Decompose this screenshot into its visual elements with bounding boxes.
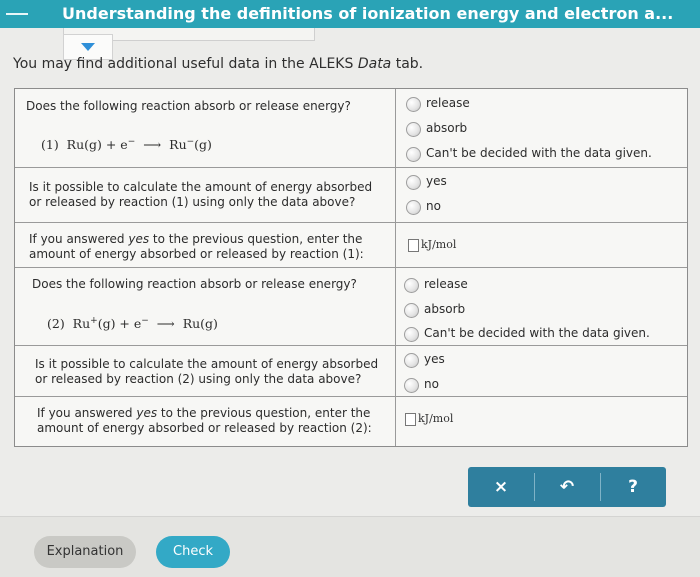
explanation-button[interactable]: Explanation (34, 536, 136, 568)
unit-label: kJ/mol (418, 412, 454, 425)
reaction-number: (1) (41, 137, 59, 153)
question-line: If you answered (29, 232, 129, 246)
question-2-text (29, 180, 372, 210)
radio-absorb-2[interactable] (404, 303, 419, 318)
unit-label: kJ/mol (421, 238, 457, 251)
radio-yes-1[interactable] (406, 175, 421, 190)
note-text: You may find additional useful data in the ALEKS (13, 56, 358, 72)
undo-icon[interactable]: ↶ (559, 477, 575, 497)
question-emphasis: yes (136, 406, 158, 420)
row-divider (15, 167, 687, 168)
radio-undecided-1[interactable] (406, 147, 421, 162)
radio-release-1[interactable] (406, 97, 421, 112)
row-divider (15, 345, 687, 346)
question-line: to the previous question, enter the (157, 406, 371, 420)
row-divider (15, 222, 687, 223)
option-label: yes (426, 174, 447, 188)
option-label: absorb (426, 121, 468, 135)
title-bar (0, 0, 700, 28)
reaction-lhs-tail: (g) + e (97, 316, 142, 332)
reaction-1-equation (41, 137, 212, 152)
note-emphasis: Data (357, 56, 392, 72)
question-line: If you answered (37, 406, 137, 420)
radio-release-2[interactable] (404, 278, 419, 293)
energy-input-2[interactable] (405, 413, 416, 426)
energy-input-1[interactable] (408, 239, 419, 252)
question-line: to the previous question, enter the (149, 232, 363, 246)
charge-sup: + (90, 316, 98, 326)
radio-absorb-1[interactable] (406, 122, 421, 137)
chevron-down-icon (81, 43, 95, 51)
reaction-rhs: Ru(g) (182, 316, 218, 332)
menu-dash-icon[interactable] (6, 13, 28, 15)
question-line: Is it possible to calculate the amount of energy absorbed (35, 357, 379, 371)
reaction-lhs: Ru(g) + e (66, 137, 128, 153)
option-label: yes (424, 352, 445, 366)
question-panel (14, 88, 688, 447)
option-label: Can't be decided with the data given. (426, 146, 652, 160)
reaction-lhs: Ru (72, 316, 91, 332)
reaction-state: (g) (194, 137, 212, 153)
option-label: no (424, 377, 439, 391)
row-divider (15, 267, 687, 268)
page-title: Understanding the definitions of ionization energy and electron a... (62, 4, 674, 23)
radio-undecided-2[interactable] (404, 327, 419, 342)
charge-sup: − (127, 137, 136, 147)
question-line: or released by reaction (1) using only the data above? (29, 195, 356, 209)
reaction-number: (2) (47, 316, 65, 332)
question-emphasis: yes (128, 232, 150, 246)
option-label: Can't be decided with the data given. (424, 326, 650, 340)
reaction-arrow-icon: ⟶ (156, 316, 175, 332)
question-line: or released by reaction (2) using only the data above? (35, 372, 362, 386)
option-label: no (426, 199, 441, 213)
option-label: release (424, 277, 468, 291)
radio-yes-2[interactable] (404, 353, 419, 368)
help-icon[interactable]: ? (628, 477, 638, 497)
question-3-text (29, 232, 364, 262)
question-line: amount of energy absorbed or released by reaction (2): (37, 421, 372, 435)
radio-no-1[interactable] (406, 200, 421, 215)
question-line: amount of energy absorbed or released by reaction (1): (29, 247, 364, 261)
option-label: release (426, 96, 470, 110)
reaction-rhs: Ru (169, 137, 187, 153)
radio-no-2[interactable] (404, 378, 419, 393)
question-line: Is it possible to calculate the amount of energy absorbed (29, 180, 373, 194)
answer-toolbar (468, 467, 666, 507)
question-1-text: Does the following reaction absorb or release energy? (26, 99, 351, 113)
reaction-2-equation (47, 316, 218, 331)
option-label: absorb (424, 302, 466, 316)
clear-icon[interactable]: × (493, 477, 509, 497)
question-5-text (35, 357, 378, 387)
row-divider (15, 396, 687, 397)
charge-sup: − (141, 316, 149, 326)
charge-sup: − (186, 137, 195, 147)
note-text-end: tab. (391, 56, 424, 72)
instruction-note (13, 56, 423, 72)
question-6-text (37, 406, 372, 436)
reaction-arrow-icon: ⟶ (143, 137, 162, 153)
check-button[interactable]: Check (156, 536, 230, 568)
question-4-text: Does the following reaction absorb or release energy? (32, 277, 357, 291)
